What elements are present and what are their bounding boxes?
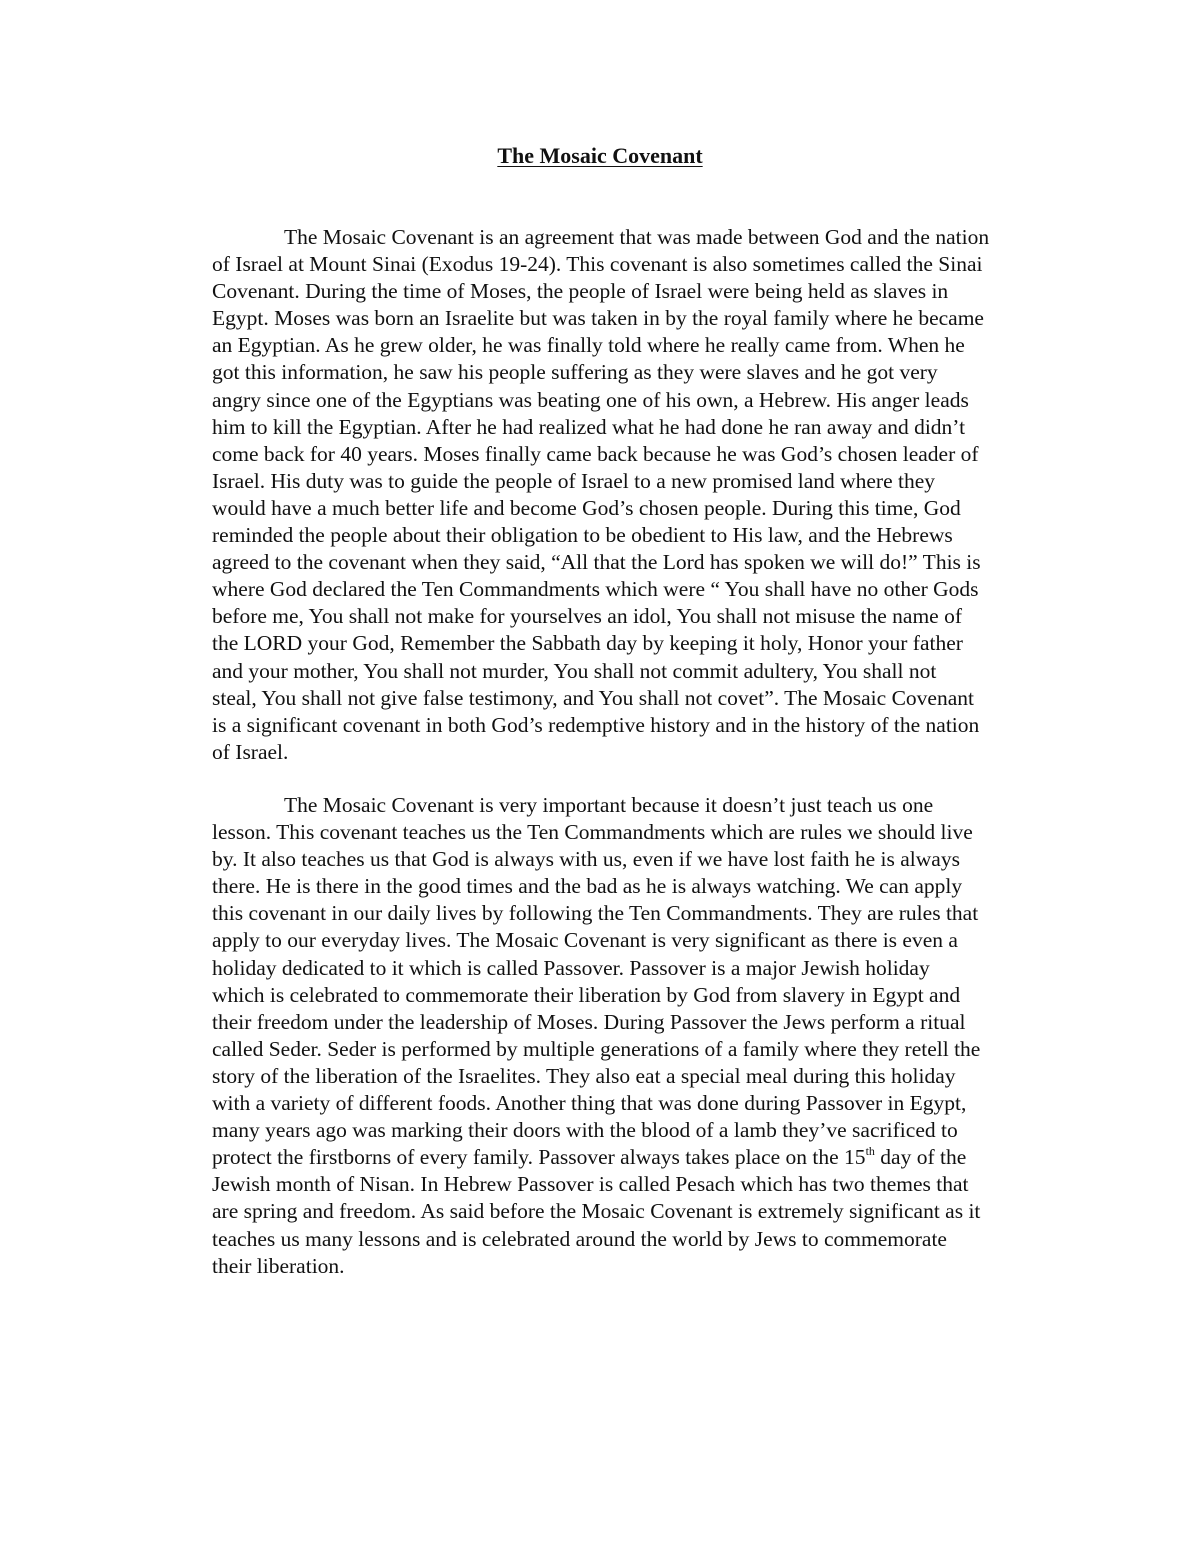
paragraph-line: The Mosaic Covenant is very important because it doesn’t just teach us one: [284, 793, 934, 817]
paragraph-line: many years ago was marking their doors with the blood of a lamb they’ve sacrificed to: [212, 1118, 958, 1143]
paragraph-2: [212, 792, 1072, 1280]
paragraph-line: with a variety of different foods. Another thing that was done during Passover in Egypt,: [212, 1091, 967, 1116]
paragraph-line: story of the liberation of the Israelites. They also eat a special meal during this holiday: [212, 1063, 956, 1088]
paragraph-line: The Mosaic Covenant is an agreement that was made between God and the nation: [284, 225, 990, 249]
ordinal-suffix: th: [865, 1144, 875, 1159]
paragraph-line: which is celebrated to commemorate their liberation by God from slavery in Egypt and: [212, 982, 961, 1007]
paragraph-line: of Israel at Mount Sinai (Exodus 19-24). This covenant is also sometimes called the Sinai: [212, 252, 983, 277]
paragraph-line: Covenant. During the time of Moses, the people of Israel were being held as slaves in: [212, 279, 949, 304]
paragraph-1: [212, 224, 1072, 766]
paragraph-line: lesson. This covenant teaches us the Ten Commandments which are rules we should live: [212, 820, 973, 845]
paragraph-line: steal, You shall not give false testimony, and You shall not covet”. The Mosaic Covenant: [212, 685, 974, 710]
paragraph-line: agreed to the covenant when they said, “All that the Lord has spoken we will do!” This is: [212, 550, 981, 575]
paragraph-line: got this information, he saw his people suffering as they were slaves and he got very: [212, 360, 938, 385]
document-title: The Mosaic Covenant: [497, 143, 703, 168]
paragraph-line: apply to our everyday lives. The Mosaic Covenant is very significant as there is even a: [212, 928, 958, 953]
paragraph-line: are spring and freedom. As said before the Mosaic Covenant is extremely significant as it: [212, 1199, 981, 1224]
paragraph-line: their liberation.: [212, 1253, 345, 1278]
paragraph-line: angry since one of the Egyptians was beating one of his own, a Hebrew. His anger leads: [212, 387, 969, 412]
paragraph-line: Egypt. Moses was born an Israelite but was taken in by the royal family where he became: [212, 306, 984, 331]
paragraph-line: of Israel.: [212, 739, 289, 764]
paragraph-line: reminded the people about their obligation to be obedient to His law, and the Hebrews: [212, 523, 953, 548]
paragraph-line: their freedom under the leadership of Moses. During Passover the Jews perform a ritual: [212, 1009, 966, 1034]
paragraph-line: there. He is there in the good times and the bad as he is always watching. We can apply: [212, 874, 963, 899]
paragraph-line: come back for 40 years. Moses finally came back because he was God’s chosen leader of: [212, 441, 979, 466]
paragraph-line: before me, You shall not make for yourselves an idol, You shall not misuse the name of: [212, 604, 963, 629]
paragraph-line-end: day of the: [874, 1145, 967, 1170]
paragraph-line: would have a much better life and become God’s chosen people. During this time, God: [212, 495, 961, 520]
paragraph-line: an Egyptian. As he grew older, he was finally told where he really came from. When he: [212, 333, 965, 358]
paragraph-line: and your mother, You shall not murder, You shall not commit adultery, You shall not: [212, 658, 937, 683]
paragraph-line: him to kill the Egyptian. After he had realized what he had done he ran away and didn’t: [212, 414, 966, 439]
paragraph-line: this covenant in our daily lives by following the Ten Commandments. They are rules that: [212, 901, 979, 926]
paragraph-line: Jewish month of Nisan. In Hebrew Passover is called Pesach which has two themes that: [212, 1172, 969, 1197]
paragraph-line: called Seder. Seder is performed by multiple generations of a family where they retell the: [212, 1036, 981, 1061]
paragraph-line: is a significant covenant in both God’s redemptive history and in the history of the nation: [212, 712, 980, 737]
paragraph-line: Israel. His duty was to guide the people of Israel to a new promised land where they: [212, 468, 936, 493]
paragraph-line: where God declared the Ten Commandments which were “ You shall have no other Gods: [212, 577, 979, 602]
paragraph-line: the LORD your God, Remember the Sabbath day by keeping it holy, Honor your father: [212, 631, 963, 656]
paragraph-line-start: protect the firstborns of every family. Passover always takes place on the 15: [212, 1145, 866, 1170]
paragraph-line: by. It also teaches us that God is always with us, even if we have lost faith he is always: [212, 847, 960, 872]
paragraph-line: teaches us many lessons and is celebrated around the world by Jews to commemorate: [212, 1226, 947, 1251]
paragraph-line-with-ordinal: [212, 1144, 1072, 1171]
paragraph-line: holiday dedicated to it which is called Passover. Passover is a major Jewish holiday: [212, 955, 930, 980]
